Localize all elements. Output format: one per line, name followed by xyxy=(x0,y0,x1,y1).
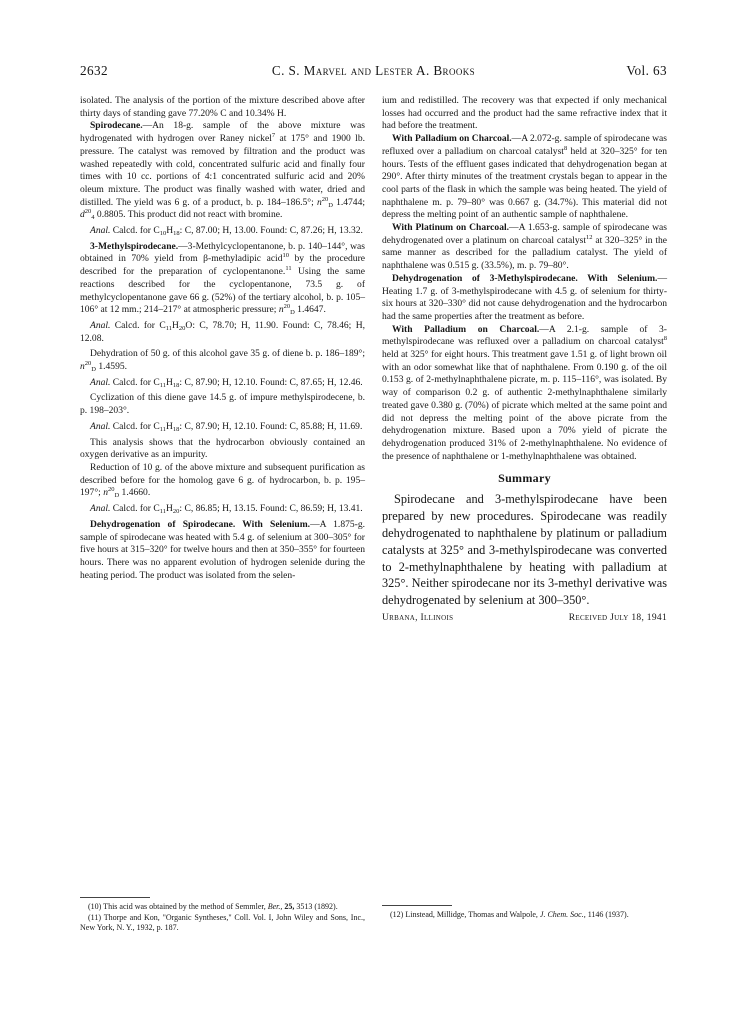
section-heading: Spirodecane. xyxy=(90,120,143,132)
footnote-rule xyxy=(382,905,452,906)
authors: C. S. Marvel and Lester A. Brooks xyxy=(271,63,476,78)
analysis: Anal. Calcd. for $C_{11}H_{20}O$: C, 78.70; H, 11.90. Found: C, 78.46; H, 12.08. xyxy=(80,319,365,344)
right-column xyxy=(382,95,667,627)
volume: Vol. 63 xyxy=(626,63,667,78)
paragraph: ium and redistilled. The recovery was that expected if only mechanical losses had occurred and the product had the same refractive index that it had before the treatment. xyxy=(382,95,667,132)
section-heading: With Palladium on Charcoal. xyxy=(392,133,512,145)
footnotes-right xyxy=(382,905,667,921)
paragraph: isolated. The analysis of the portion of the mixture described above after thirty days of standing gave 77.20% C and 10.34% H. xyxy=(80,95,365,119)
section-heading: Dehydrogenation of Spirodecane. With Selenium. xyxy=(90,518,311,530)
analysis: Anal. Calcd. for $C_{11}H_{18}$: C, 87.90; H, 12.10. Found: C, 85.88; H, 11.69. xyxy=(90,420,363,433)
footnote-12: (12) Linstead, Millidge, Thomas and Walpole, J. Chem. Soc., 1146 (1937). xyxy=(390,910,629,919)
footnote-11: (11) Thorpe and Kon, "Organic Syntheses," Coll. Vol. I, John Wiley and Sons, Inc., New York, N. Y., 1932, p. 187. xyxy=(80,913,365,932)
footnote-10: (10) This acid was obtained by the method of Semmler, Ber., 25, 3513 (1892). xyxy=(88,902,338,911)
paragraph-spirodecane: Spirodecane.—An 18-g. sample of the above mixture was hydrogenated with hydrogen over Raney nickel$^7$ at 175° and 1900 lb. pressure. The catalyst was removed by filtration and the product was washed repeatedly with cold, concentrated sulfuric acid and finally four times with 10 cc. portions of 4:1 concentrated sulfuric acid and 20% oleum mixture. The product was finally washed with water, dried and distilled. The yield was 6 g. of a product, b. p. 184–186.5°; $n^{20}_D$ 1.4744; $d^{20}_4$ 0.8805. This product did not react with bromine. xyxy=(80,120,366,222)
paragraph-palladium: With Palladium on Charcoal.—A 2.072-g. sample of spirodecane was refluxed over a palladium on charcoal catalyst$^8$ held at 320–325° for ten hours. Tests of the effluent gases indicated that dehydrogenation began at 290°. After thirty minutes of the treatment crystals began to appear in the cool parts of the flask in which the sample was being heated. The yield of naphthalene m. p. 79–80° was 0.667 g. (34.7%). This material did not depress the melting point of an authentic sample of naphthalene. xyxy=(382,133,667,221)
analysis: Anal. Calcd. for $C_{10}H_{18}$: C, 87.00; H, 13.00. Found: C, 87.26; H, 13.32. xyxy=(90,225,363,238)
paragraph-methylspirodecane: 3-Methylspirodecane.—3-Methylcyclopentanone, b. p. 140–144°, was obtained in 70% yield from β-methyladipic acid$^{10}$ by the procedure described for the preparation of cyclopentanone.$^{11}$ Using the same reactions described for the cyclopentanone, 73.5 g. of methylcyclopentanone gave 66 g. (52%) of the tertiary alcohol, b. p. 105–106° at 12 mm.; 214–217° at atmospheric pressure; $n^{20}_D$ 1.4647. xyxy=(80,240,365,317)
paragraph-palladium-methyl: With Palladium on Charcoal.—A 2.1-g. sample of 3-methylspirodecane was refluxed over a palladium on charcoal catalyst$^8$ held at 325° for eight hours. This treatment gave 1.51 g. of light brown oil with an odor somewhat like that of naphthalene. From 0.190 g. of the oil 0.153 g. of 2-methylnaphthalene picrate, m. p. 115–116°, was isolated. By way of comparison 0.2 g. of authentic 2-methylnaphthalene similarly treated gave 0.380 g. (70%) of picrate which melted at the same point and did not depress the melting point of the above picrate from the dehydrogenation mixture. Based upon a 70% yield of picrate the dehydrogenation produced 31% of 2-methylnaphthalene. No evidence of the presence of naphthalene or 1-methylnaphthalene was obtained. xyxy=(382,323,667,462)
page-number: 2632 xyxy=(80,63,108,78)
paragraph: Cyclization of this diene gave 14.5 g. of impure methylspirodecene, b. p. 198–203°. xyxy=(80,392,365,417)
footnotes-left xyxy=(80,897,365,934)
paragraph-dehydrogenation-methyl: Dehydrogenation of 3-Methylspirodecane. With Selenium.—Heating 1.7 g. of 3-methylspirodecane with 4.5 g. of selenium for thirty-six hours at 320–330° did not cause dehydrogenation and the hydrocarbon had the same properties after the treatment as before. xyxy=(382,272,667,322)
section-heading: Dehydrogenation of 3-Methylspirodecane. With Selenium. xyxy=(392,272,658,284)
summary-heading: Summary xyxy=(498,471,551,486)
location: Urbana, Illinois xyxy=(382,612,454,623)
paragraph: This analysis shows that the hydrocarbon obviously contained an oxygen derivative as an impurity. xyxy=(80,436,365,461)
analysis: Anal. Calcd. for $C_{11}H_{18}$: C, 87.90; H, 12.10. Found: C, 87.65; H, 12.46. xyxy=(90,376,363,389)
left-column xyxy=(80,95,365,582)
section-heading: With Palladium on Charcoal. xyxy=(392,323,540,335)
paragraph-platinum: With Platinum on Charcoal.—A 1.653-g. sample of spirodecane was dehydrogenated over a platinum on charcoal catalyst$^{12}$ at 320–325° in the same manner as described for the palladium catalyst. The yield of naphthalene was 0.515 g. (33.5%), m. p. 79–80°. xyxy=(382,222,667,272)
footnote-rule xyxy=(80,897,150,898)
signoff xyxy=(382,613,667,627)
section-heading: With Platinum on Charcoal. xyxy=(392,222,510,234)
paragraph: Dehydration of 50 g. of this alcohol gave 35 g. of diene b. p. 186–189°; $n^{20}_D$ 1.4595. xyxy=(80,348,365,374)
summary-text: Spirodecane and 3-methylspirodecane have been prepared by new procedures. Spirodecane was readily dehydrogenated to naphthalene by platinum or palladium catalysts at 325° and 3-methylspirodecane was converted to 2-methylnaphthalene by heating with palladium at 325°. Neither spirodecane nor its 3-methyl derivative was dehydrogenated by selenium at 300–350°. xyxy=(382,492,667,608)
section-heading: 3-Methylspirodecane. xyxy=(90,240,179,252)
analysis: Anal. Calcd. for $C_{11}H_{20}$: C, 86.85; H, 13.15. Found: C, 86.59; H, 13.41. xyxy=(90,503,363,516)
received-date: Received July 18, 1941 xyxy=(568,612,667,623)
paragraph: Reduction of 10 g. of the above mixture and subsequent purification as described before for the homolog gave 6 g. of hydrocarbon, b. p. 195–197°; $n^{20}_D$ 1.4660. xyxy=(80,461,365,500)
running-head xyxy=(80,63,667,81)
paragraph-dehydrogenation-spirodecane: Dehydrogenation of Spirodecane. With Selenium.—A 1.875-g. sample of spirodecane was heated with 5.4 g. of selenium at 300–305° for five hours at 315–320° for twelve hours and then at 350–355° for fourteen hours. There was no apparent evolution of hydrogen selenide during the heating period. The product was isolated from the selen- xyxy=(80,518,365,581)
